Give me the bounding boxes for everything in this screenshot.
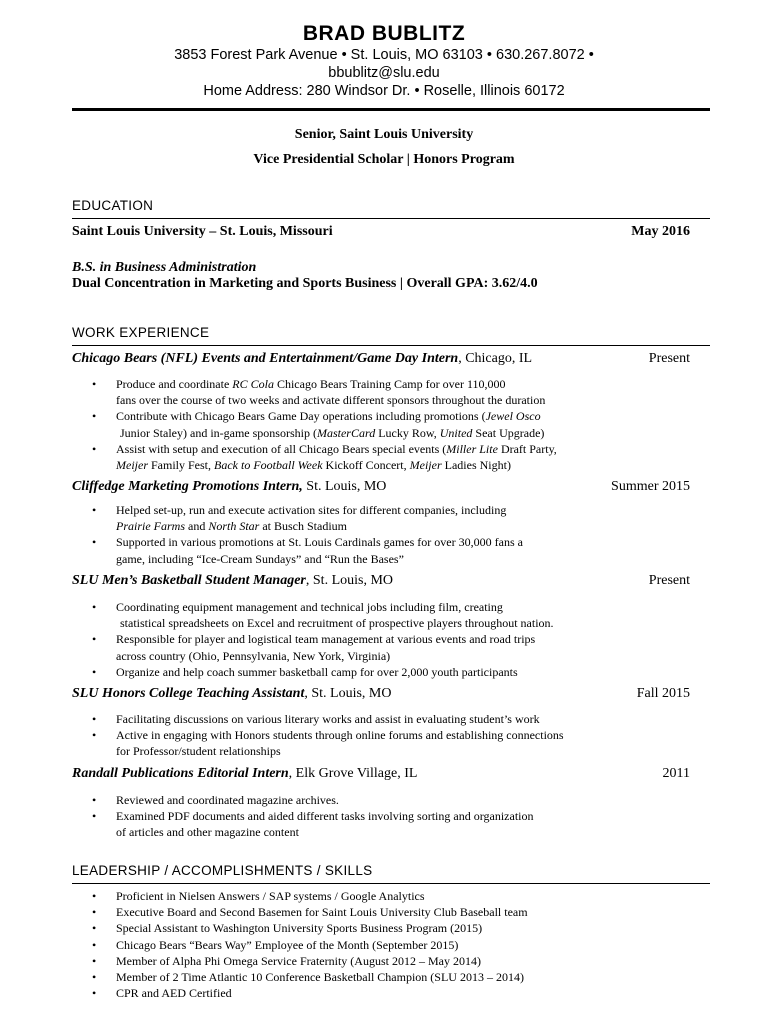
- job-bullets: [90, 599, 690, 680]
- job-location: , Elk Grove Village, IL: [288, 766, 418, 781]
- contact-line-home-address: Home Address: 280 Windsor Dr. • Roselle, Illinois 60172: [203, 83, 565, 99]
- education-school-row: [72, 224, 690, 240]
- leadership-item: • CPR and AED Certified: [90, 985, 690, 1001]
- job-location: , St. Louis, MO: [305, 573, 394, 588]
- job-bullet: • Facilitating discussions on various literary works and assist in evaluating student’s work: [90, 711, 690, 727]
- leadership-item: • Executive Board and Second Basemen for Saint Louis University Club Baseball team: [90, 904, 690, 920]
- job-bullet: • Produce and coordinate RC Cola Chicago Bears Training Camp for over 110,000 fans over the course of two weeks and activate different sponsors throughout the duration: [90, 376, 690, 408]
- education-divider: [72, 218, 710, 219]
- job-title: Randall Publications Editorial Intern: [72, 766, 289, 781]
- job-bullet: • Examined PDF documents and aided different tasks involving sorting and organization of articles and other magazine content: [90, 808, 690, 840]
- job-bullet: • Reviewed and coordinated magazine archives.: [90, 792, 690, 808]
- job-bullet: • Assist with setup and execution of all Chicago Bears special events (Miller Lite Draft Party, Meijer Family Fest, Back to Football Week Kickoff Concert, Meijer Ladies Night): [90, 441, 690, 473]
- job-bullets: [90, 376, 690, 473]
- leadership-heading: LEADERSHIP / ACCOMPLISHMENTS / SKILLS: [72, 863, 373, 878]
- concentration-row: [72, 276, 690, 292]
- job-date: Fall 2015: [636, 686, 690, 701]
- job-heading-row: [72, 766, 690, 782]
- job-bullet: • Organize and help coach summer basketball camp for over 2,000 youth participants: [90, 664, 690, 680]
- degree: B.S. in Business Administration: [72, 260, 257, 275]
- concentration-gpa: Dual Concentration in Marketing and Sports Business | Overall GPA: 3.62/4.0: [72, 276, 538, 291]
- job-date: Present: [648, 351, 690, 366]
- education-heading: EDUCATION: [72, 198, 154, 213]
- leadership-item: • Member of 2 Time Atlantic 10 Conference Basketball Champion (SLU 2013 – 2014): [90, 969, 690, 985]
- job-title: SLU Men’s Basketball Student Manager: [72, 573, 306, 588]
- summary-line-senior: Senior, Saint Louis University: [294, 127, 474, 142]
- leadership-item: • Special Assistant to Washington University Sports Business Program (2015): [90, 920, 690, 936]
- job-title: Cliffedge Marketing Promotions Intern,: [72, 479, 303, 494]
- job-location: St. Louis, MO: [302, 479, 387, 494]
- leadership-item: • Proficient in Nielsen Answers / SAP systems / Google Analytics: [90, 888, 690, 904]
- job-heading-row: [72, 573, 690, 589]
- job-bullet: • Helped set-up, run and execute activation sites for different companies, including Prairie Farms and North Star at Busch Stadium: [90, 502, 690, 534]
- job-bullet: • Coordinating equipment management and technical jobs including film, creating statistical spreadsheets on Excel and recruitment of prospective players throughout nation.: [90, 599, 690, 631]
- job-title: SLU Honors College Teaching Assistant: [72, 686, 305, 701]
- job-bullet: • Contribute with Chicago Bears Game Day operations including promotions (Jewel Osco Junior Staley) and in-game sponsorship (MasterCard Lucky Row, United Seat Upgrade): [90, 408, 690, 440]
- job-bullet: • Supported in various promotions at St. Louis Cardinals games for over 30,000 fans a game, including “Ice-Cream Sundays” and “Run the Bases”: [90, 534, 690, 566]
- school-name: Saint Louis University – St. Louis, Missouri: [72, 224, 333, 239]
- job-bullets: [90, 792, 690, 841]
- job-heading-row: [72, 686, 690, 702]
- header-divider: [72, 108, 710, 111]
- job-bullets: [90, 502, 690, 567]
- work-experience-divider: [72, 345, 710, 346]
- job-date: Summer 2015: [611, 479, 690, 494]
- work-experience-heading: WORK EXPERIENCE: [72, 325, 210, 340]
- leadership-item: • Chicago Bears “Bears Way” Employee of the Month (September 2015): [90, 937, 690, 953]
- job-title: Chicago Bears (NFL) Events and Entertainment/Game Day Intern: [72, 351, 459, 366]
- degree-row: [72, 260, 690, 276]
- graduation-date: May 2016: [631, 224, 690, 239]
- job-heading-row: [72, 351, 690, 367]
- applicant-name: BRAD BUBLITZ: [302, 22, 466, 45]
- job-heading-row: [72, 479, 690, 495]
- leadership-item: • Member of Alpha Phi Omega Service Fraternity (August 2012 – May 2014): [90, 953, 690, 969]
- leadership-list: [90, 888, 690, 1001]
- job-bullets: [90, 711, 690, 760]
- job-date: 2011: [662, 766, 690, 781]
- summary-line-scholar: Vice Presidential Scholar | Honors Program: [253, 152, 515, 167]
- contact-line-address: 3853 Forest Park Avenue • St. Louis, MO 63103 • 630.267.8072 •: [174, 47, 594, 63]
- contact-line-email: bbublitz@slu.edu: [328, 65, 440, 81]
- job-bullet: • Active in engaging with Honors students through online forums and establishing connections for Professor/student relationships: [90, 727, 690, 759]
- job-bullet: • Responsible for player and logistical team management at various events and road trips across country (Ohio, Pennsylvania, New York, Virginia): [90, 631, 690, 663]
- leadership-divider: [72, 883, 710, 884]
- job-location: , St. Louis, MO: [304, 686, 392, 701]
- job-date: Present: [648, 573, 690, 588]
- job-location: , Chicago, IL: [458, 351, 533, 366]
